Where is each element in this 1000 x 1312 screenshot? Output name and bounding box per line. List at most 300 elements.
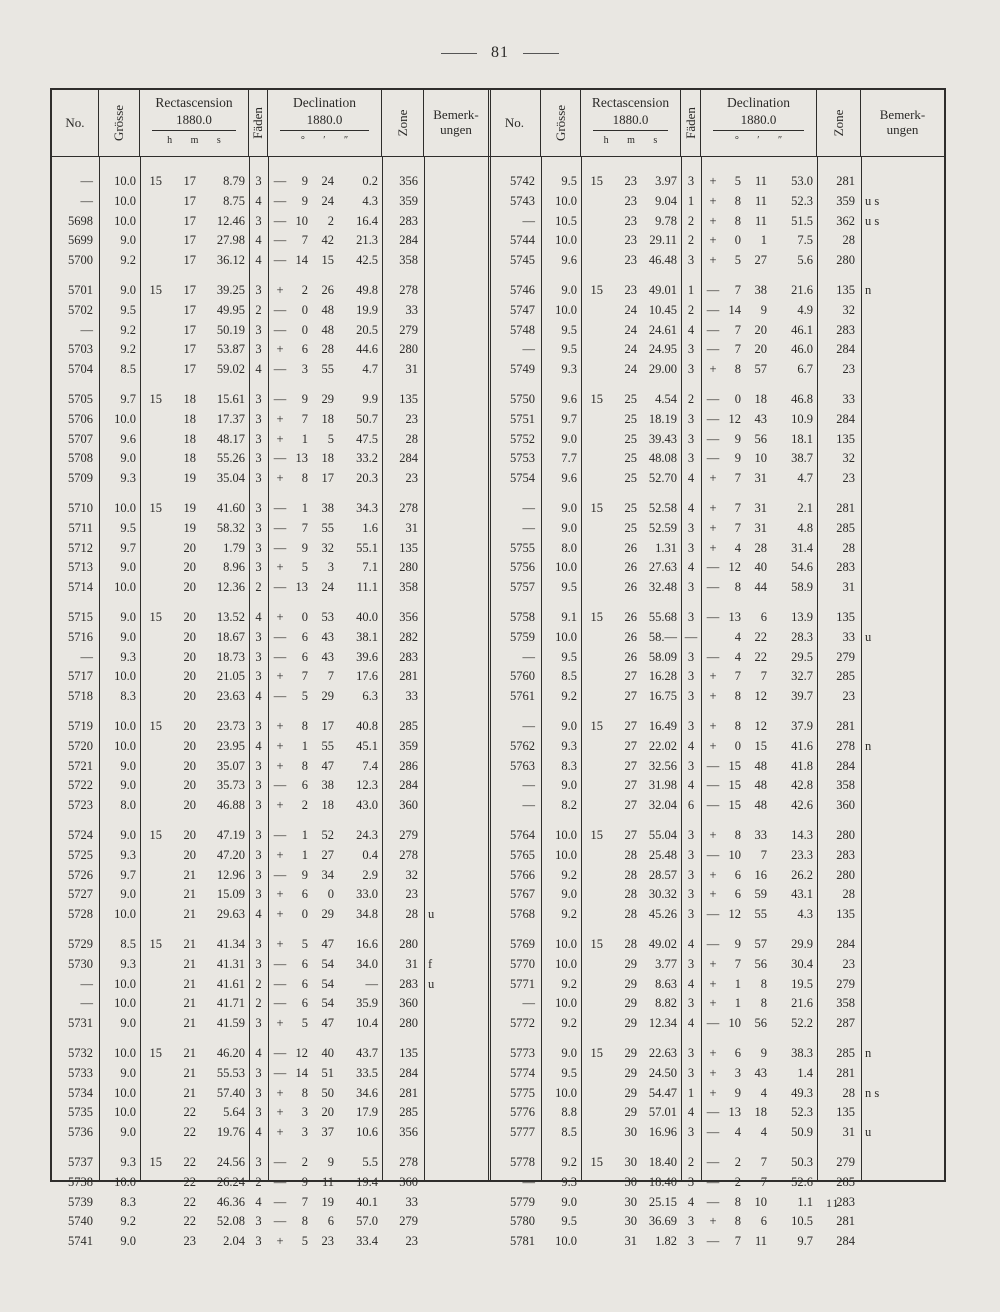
cell-groesse: 9.6: [561, 253, 577, 268]
cell-faeden: 3: [255, 1234, 262, 1249]
cell-dec-minutes: 43: [754, 411, 767, 426]
cell-zone: 284: [399, 233, 418, 248]
header-faeden: [249, 90, 268, 156]
cell-dec-seconds: 12.3: [356, 778, 378, 793]
cell-dec-degrees: 7: [734, 501, 741, 515]
cell-dec-degrees: 10: [295, 213, 308, 228]
table-row: [489, 251, 944, 269]
cell-dec-sign: —: [706, 798, 720, 813]
cell-dec-minutes: 57: [754, 362, 767, 377]
table-row: [489, 321, 944, 339]
cell-no: —: [522, 798, 535, 813]
cell-dec-sign: +: [709, 887, 717, 902]
cell-dec-minutes: 43: [754, 1065, 767, 1080]
cell-dec-seconds: 4.3: [797, 907, 813, 922]
cell-groesse: 9.0: [120, 629, 136, 644]
cell-dec-minutes: 33: [754, 828, 767, 842]
cell-faeden: 4: [255, 907, 262, 922]
cell-zone: 135: [399, 540, 418, 555]
cell-dec-seconds: 7.4: [362, 758, 378, 773]
cell-ra-minutes: 17: [183, 193, 196, 208]
cell-dec-degrees: 0: [734, 738, 741, 753]
cell-groesse: 8.5: [561, 1125, 577, 1140]
cell-ra-hours: 15: [590, 392, 603, 406]
cell-dec-minutes: 12: [754, 719, 767, 733]
cell-no: 5746: [510, 283, 535, 297]
cell-dec-degrees: 9: [734, 431, 741, 446]
cell-no: 5738: [68, 1174, 93, 1189]
cell-ra-hours: 15: [149, 174, 162, 188]
cell-ra-seconds: 1.82: [655, 1234, 677, 1249]
cell-dec-seconds: 10.5: [791, 1214, 813, 1229]
cell-faeden: 3: [687, 174, 695, 188]
cell-dec-minutes: 7: [760, 669, 767, 684]
cell-ra-minutes: 25: [624, 411, 637, 426]
table-row: [489, 360, 944, 378]
cell-zone: 284: [399, 1065, 418, 1080]
table-row: [489, 955, 944, 973]
cell-no: —: [522, 719, 535, 733]
header-bemerkungen-label: [424, 107, 488, 137]
table-row: [489, 1064, 944, 1082]
cell-zone: 23: [405, 471, 418, 486]
cell-dec-seconds: 34.3: [356, 501, 378, 515]
cell-dec-minutes: 54: [321, 996, 334, 1011]
table-row: [52, 757, 488, 775]
cell-dec-seconds: 6.7: [797, 362, 813, 377]
table-row: [52, 539, 488, 557]
cell-no: 5762: [510, 738, 535, 753]
cell-zone: 281: [836, 501, 855, 515]
cell-dec-minutes: 18: [754, 392, 767, 406]
cell-dec-sign: —: [273, 451, 287, 466]
table-header: [52, 90, 488, 157]
table-row: [52, 866, 488, 884]
header-dec-rule: [280, 130, 369, 131]
cell-dec-seconds: 33.5: [356, 1065, 378, 1080]
cell-faeden: 4: [255, 1194, 262, 1209]
cell-dec-degrees: 12: [728, 411, 741, 426]
cell-dec-degrees: 15: [728, 778, 741, 793]
cell-dec-seconds: 17.6: [356, 669, 378, 684]
cell-ra-hours: 15: [149, 392, 162, 406]
cell-dec-minutes: 22: [754, 629, 767, 644]
cell-no: 5766: [510, 867, 535, 882]
cell-dec-degrees: 4: [734, 649, 741, 664]
cell-ra-seconds: 46.88: [216, 798, 245, 813]
cell-dec-degrees: 13: [295, 451, 308, 466]
cell-dec-sign: —: [273, 233, 287, 248]
table-row: [52, 340, 488, 358]
cell-no: 5743: [510, 193, 535, 208]
cell-ra-minutes: 27: [624, 798, 637, 813]
cell-ra-seconds: 27.98: [216, 233, 245, 248]
cell-faeden: 2: [687, 302, 695, 317]
cell-faeden: 4: [687, 738, 695, 753]
cell-dec-seconds: 51.5: [791, 213, 813, 228]
cell-dec-degrees: 2: [301, 798, 308, 813]
cell-faeden: 3: [255, 956, 262, 971]
cell-zone: 283: [836, 847, 855, 862]
cell-ra-minutes: 17: [183, 302, 196, 317]
cell-ra-seconds: 18.40: [648, 1174, 677, 1189]
cell-ra-seconds: 5.64: [223, 1105, 245, 1120]
cell-ra-seconds: 53.87: [216, 342, 245, 357]
cell-faeden: 3: [255, 649, 262, 664]
cell-zone: 284: [836, 342, 855, 357]
cell-dec-sign: +: [709, 996, 717, 1011]
cell-ra-minutes: 20: [183, 738, 196, 753]
cell-ra-seconds: 46.48: [648, 253, 677, 268]
cell-ra-minutes: 25: [624, 501, 637, 515]
cell-no: 5723: [68, 798, 93, 813]
cell-faeden: 3: [255, 629, 262, 644]
table-row: [52, 1044, 488, 1062]
cell-dec-sign: —: [706, 302, 720, 317]
cell-faeden: 4: [255, 610, 262, 624]
cell-no: —: [522, 501, 535, 515]
cell-dec-degrees: 1: [301, 431, 308, 446]
cell-ra-seconds: 27.63: [648, 560, 677, 575]
cell-no: 5734: [68, 1085, 93, 1100]
cell-groesse: 9.0: [120, 1065, 136, 1080]
cell-dec-sign: —: [706, 1155, 720, 1169]
cell-dec-seconds: 33.4: [356, 1234, 378, 1249]
cell-groesse: 9.0: [120, 560, 136, 575]
cell-dec-sign: —: [273, 1046, 287, 1060]
cell-dec-degrees: 7: [301, 411, 308, 426]
cell-zone: 285: [399, 719, 418, 733]
cell-ra-seconds: 1.31: [655, 540, 677, 555]
cell-dec-minutes: 4: [760, 1125, 767, 1140]
cell-faeden: 3: [255, 174, 262, 188]
table-row: [52, 975, 488, 993]
cell-ra-minutes: 18: [183, 431, 196, 446]
cell-faeden: 3: [687, 342, 695, 357]
table-row: [489, 935, 944, 953]
cell-ra-hours: 15: [590, 937, 603, 951]
table-row: [489, 796, 944, 814]
cell-groesse: 9.3: [120, 471, 136, 486]
cell-ra-seconds: 29.63: [216, 907, 245, 922]
cell-dec-minutes: 22: [754, 649, 767, 664]
cell-dec-degrees: 12: [728, 560, 741, 575]
table-row: [489, 776, 944, 794]
cell-ra-minutes: 24: [624, 362, 637, 377]
header-dec-rule: [713, 130, 804, 131]
cell-dec-seconds: 23.3: [791, 847, 813, 862]
cell-dec-seconds: 26.2: [791, 867, 813, 882]
cell-groesse: 9.2: [120, 1214, 136, 1229]
cell-dec-seconds: 42.8: [791, 778, 813, 793]
cell-dec-seconds: 4.3: [362, 193, 378, 208]
cell-dec-seconds: 41.8: [791, 758, 813, 773]
cell-dec-degrees: 7: [734, 322, 741, 337]
cell-dec-degrees: 8: [734, 362, 741, 377]
header-dec-units: ° ′ ″: [734, 135, 783, 146]
cell-groesse: 9.0: [120, 451, 136, 466]
cell-groesse: 9.0: [120, 233, 136, 248]
table-row: [52, 192, 488, 210]
cell-dec-sign: +: [709, 689, 717, 704]
cell-groesse: 8.5: [561, 669, 577, 684]
cell-ra-hours: 15: [590, 610, 603, 624]
cell-ra-hours: 15: [590, 1046, 603, 1060]
cell-bemerkungen: n: [865, 283, 872, 297]
cell-dec-minutes: 53: [321, 610, 334, 624]
cell-groesse: 8.2: [561, 798, 577, 813]
cell-dec-sign: —: [706, 451, 720, 466]
cell-ra-seconds: 58.—: [648, 629, 677, 644]
cell-ra-minutes: 20: [183, 758, 196, 773]
cell-ra-minutes: 22: [183, 1155, 196, 1169]
cell-groesse: 9.0: [561, 431, 577, 446]
cell-dec-minutes: 44: [754, 580, 767, 595]
cell-ra-seconds: 45.26: [648, 907, 677, 922]
cell-dec-degrees: 7: [734, 1234, 741, 1249]
cell-dec-sign: +: [276, 887, 284, 902]
cell-zone: 31: [842, 580, 855, 595]
cell-dec-degrees: 14: [295, 1065, 308, 1080]
cell-dec-sign: —: [273, 1065, 287, 1080]
cell-dec-minutes: 4: [760, 1085, 767, 1100]
table-row: [489, 826, 944, 844]
cell-faeden: 2: [255, 976, 262, 991]
cell-dec-degrees: 9: [301, 1174, 308, 1189]
cell-ra-seconds: 59.02: [216, 362, 245, 377]
table-row: [52, 608, 488, 626]
cell-dec-minutes: 11: [754, 174, 767, 188]
cell-groesse: 9.2: [561, 1016, 577, 1031]
cell-ra-minutes: 22: [183, 1125, 196, 1140]
header-dec-epoch: 1880.0: [740, 112, 777, 127]
cell-dec-sign: —: [273, 778, 287, 793]
cell-faeden: 4: [255, 689, 262, 704]
header-bemerk-line1: Bemerk-: [433, 107, 479, 122]
cell-zone: 28: [842, 233, 855, 248]
cell-groesse: 10.0: [114, 1174, 136, 1189]
cell-ra-seconds: 19.76: [216, 1125, 245, 1140]
cell-no: 5698: [68, 213, 93, 228]
cell-zone: 280: [836, 253, 855, 268]
cell-dec-seconds: 46.0: [791, 342, 813, 357]
cell-ra-minutes: 20: [183, 669, 196, 684]
cell-dec-seconds: 16.6: [356, 937, 378, 951]
cell-zone: 23: [405, 411, 418, 426]
cell-dec-degrees: 8: [734, 580, 741, 595]
cell-dec-seconds: 40.8: [356, 719, 378, 733]
cell-dec-degrees: 2: [301, 1155, 308, 1169]
cell-no: —: [80, 193, 93, 208]
table-row: [489, 885, 944, 903]
header-faeden-label: Fäden: [250, 107, 265, 139]
cell-ra-minutes: 27: [624, 719, 637, 733]
cell-groesse: 10.0: [114, 907, 136, 922]
table-row: [52, 410, 488, 428]
table-row: [489, 499, 944, 517]
cell-ra-minutes: 26: [624, 560, 637, 575]
cell-ra-seconds: 12.36: [216, 580, 245, 595]
cell-no: 5773: [510, 1046, 535, 1060]
cell-faeden: 3: [687, 540, 695, 555]
cell-zone: 287: [836, 1016, 855, 1031]
cell-dec-degrees: 0: [301, 907, 308, 922]
cell-no: —: [522, 520, 535, 535]
cell-dec-degrees: 7: [734, 471, 741, 486]
cell-dec-degrees: 4: [734, 1125, 741, 1140]
cell-zone: 33: [405, 689, 418, 704]
cell-dec-sign: +: [276, 560, 284, 575]
cell-faeden: 3: [255, 867, 262, 882]
cell-dec-seconds: 44.6: [356, 342, 378, 357]
cell-dec-degrees: 5: [301, 560, 308, 575]
cell-dec-minutes: 3: [327, 560, 334, 575]
header-groesse-label: Grösse: [552, 104, 568, 142]
cell-ra-minutes: 28: [624, 907, 637, 922]
table-row: [52, 1014, 488, 1032]
cell-ra-minutes: 20: [183, 560, 196, 575]
cell-ra-seconds: 21.05: [216, 669, 245, 684]
cell-faeden: 4: [255, 233, 262, 248]
table-row: [52, 796, 488, 814]
table-row: [489, 737, 944, 755]
cell-dec-seconds: 43.1: [791, 887, 813, 902]
cell-ra-minutes: 23: [624, 233, 637, 248]
cell-no: 5713: [68, 560, 93, 575]
cell-dec-degrees: 9: [734, 937, 741, 951]
cell-dec-sign: —: [273, 174, 287, 188]
cell-zone: 358: [836, 778, 855, 793]
table-row: [489, 975, 944, 993]
table-row: [52, 846, 488, 864]
cell-groesse: 9.0: [561, 283, 577, 297]
table-row: [52, 578, 488, 596]
cell-faeden: 6: [687, 798, 695, 813]
cell-dec-minutes: 1: [760, 233, 767, 248]
cell-zone: 285: [836, 1174, 855, 1189]
cell-dec-minutes: 8: [760, 976, 767, 991]
cell-zone: 23: [842, 362, 855, 377]
cell-groesse: 8.3: [561, 758, 577, 773]
cell-dec-seconds: 10.9: [791, 411, 813, 426]
table-row: [52, 826, 488, 844]
table-row: [52, 360, 488, 378]
header-bemerk-line2: ungen: [440, 122, 472, 137]
cell-ra-minutes: 19: [183, 501, 196, 515]
cell-groesse: 10.0: [114, 976, 136, 991]
cell-ra-minutes: 19: [183, 471, 196, 486]
cell-dec-minutes: 47: [321, 937, 334, 951]
cell-dec-sign: —: [273, 996, 287, 1011]
cell-ra-seconds: 16.96: [648, 1125, 677, 1140]
cell-faeden: 2: [687, 392, 695, 406]
signature-mark: 11: [826, 1196, 840, 1210]
cell-ra-minutes: 26: [624, 610, 637, 624]
cell-groesse: 10.0: [114, 501, 136, 515]
cell-zone: 281: [836, 1065, 855, 1080]
cell-dec-sign: —: [706, 342, 720, 357]
cell-zone: 362: [836, 213, 855, 228]
cell-zone: 279: [836, 976, 855, 991]
cell-groesse: 9.0: [120, 283, 136, 297]
cell-ra-seconds: 55.53: [216, 1065, 245, 1080]
cell-dec-minutes: 11: [754, 1234, 767, 1249]
cell-zone: 135: [399, 392, 418, 406]
cell-ra-minutes: 23: [624, 174, 637, 188]
cell-dec-sign: +: [709, 253, 717, 268]
cell-dec-sign: +: [709, 520, 717, 535]
cell-zone: 280: [836, 828, 855, 842]
cell-ra-minutes: 30: [624, 1155, 637, 1169]
cell-dec-sign: —: [273, 213, 287, 228]
table-row: [489, 1173, 944, 1191]
cell-faeden: 3: [255, 342, 262, 357]
cell-no: 5763: [510, 758, 535, 773]
table-row: [489, 608, 944, 626]
cell-dec-seconds: 1.4: [797, 1065, 813, 1080]
cell-groesse: 9.2: [120, 322, 136, 337]
cell-dec-seconds: 18.1: [791, 431, 813, 446]
cell-dec-sign: +: [276, 738, 284, 753]
header-bemerk-line2: ungen: [886, 122, 919, 137]
cell-faeden: 3: [255, 798, 262, 813]
cell-ra-hours: 15: [149, 283, 162, 297]
cell-dec-sign: +: [709, 233, 717, 248]
cell-dec-degrees: 5: [301, 1016, 308, 1031]
cell-faeden: 3: [255, 322, 262, 337]
cell-faeden: 4: [255, 362, 262, 377]
header-groesse: [99, 90, 140, 156]
cell-dec-degrees: 8: [734, 1214, 741, 1229]
cell-zone: 135: [836, 610, 855, 624]
cell-no: 5733: [68, 1065, 93, 1080]
cell-zone: 358: [399, 253, 418, 268]
cell-dec-sign: +: [709, 362, 717, 377]
cell-ra-seconds: 22.02: [648, 738, 677, 753]
cell-zone: 359: [399, 738, 418, 753]
cell-zone: 280: [399, 937, 418, 951]
cell-groesse: 10.0: [114, 719, 136, 733]
cell-dec-degrees: 14: [295, 253, 308, 268]
cell-faeden: 3: [687, 649, 695, 664]
cell-ra-minutes: 21: [183, 937, 196, 951]
cell-dec-degrees: 8: [301, 471, 308, 486]
cell-no: 5729: [68, 937, 93, 951]
cell-dec-seconds: 5.6: [797, 253, 813, 268]
cell-no: 5752: [510, 431, 535, 446]
cell-dec-degrees: 7: [734, 520, 741, 535]
table-row: [489, 539, 944, 557]
cell-faeden: 3: [255, 828, 262, 842]
cell-dec-minutes: 18: [754, 1105, 767, 1120]
cell-groesse: 10.0: [114, 174, 136, 188]
cell-faeden: 3: [687, 689, 695, 704]
cell-ra-seconds: 32.56: [648, 758, 677, 773]
cell-ra-seconds: 41.60: [216, 501, 245, 515]
cell-groesse: 8.3: [120, 1194, 136, 1209]
table-row: [52, 449, 488, 467]
table-row: [52, 212, 488, 230]
cell-dec-degrees: 9: [301, 392, 308, 406]
cell-dec-degrees: 7: [301, 1194, 308, 1209]
cell-dec-minutes: 18: [321, 798, 334, 813]
cell-dec-minutes: 42: [321, 233, 334, 248]
table-header: [489, 90, 944, 157]
cell-zone: 279: [399, 1214, 418, 1229]
cell-dec-minutes: 27: [754, 253, 767, 268]
cell-no: 5767: [510, 887, 535, 902]
header-faeden: [681, 90, 701, 156]
